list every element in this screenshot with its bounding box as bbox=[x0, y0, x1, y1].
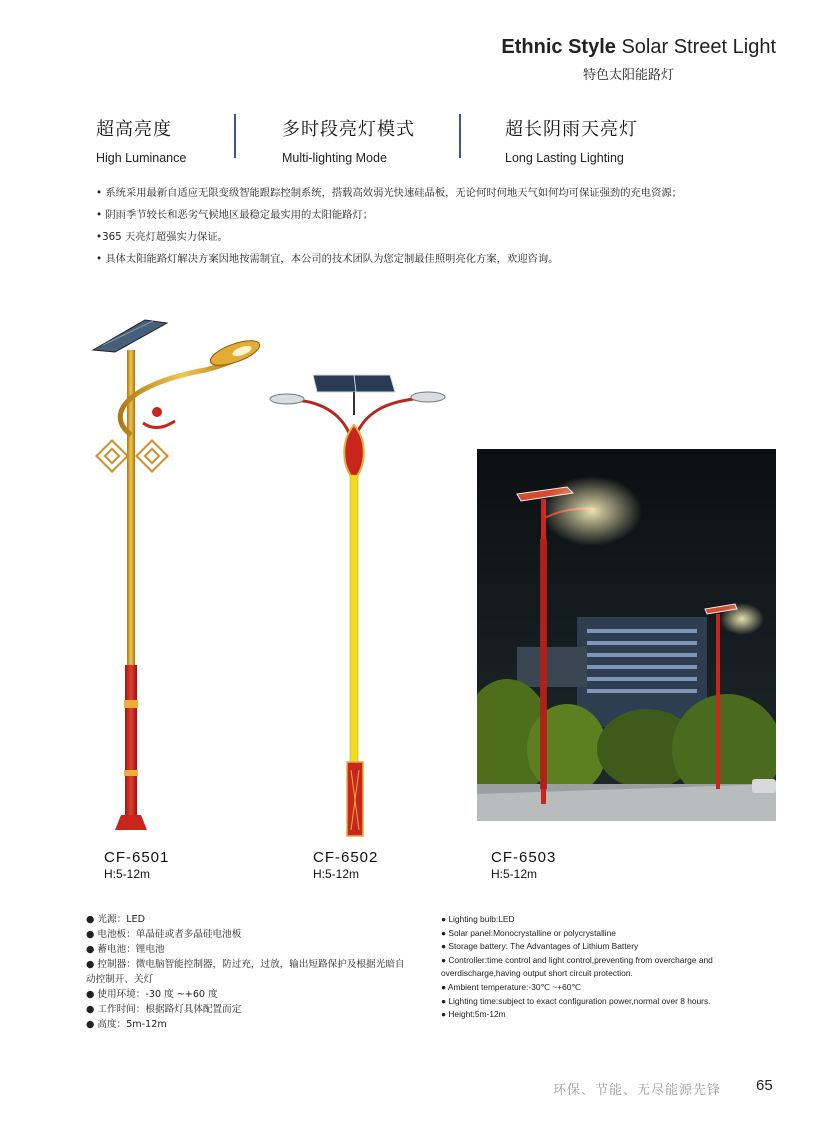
bullet-item: • 具体太阳能路灯解决方案因地按需制宜，本公司的技术团队为您定制最佳照明亮化方案，欢迎咨询。 bbox=[96, 253, 559, 265]
feature-divider bbox=[234, 114, 236, 158]
spec-item: ● 电池板：单晶硅或者多晶硅电池板 bbox=[86, 929, 242, 940]
product-model: CF-6502 bbox=[313, 849, 379, 866]
spec-item: ● 控制器：微电脑智能控制器，防过充，过放，输出短路保护及根据光暗自动控制开、关灯 bbox=[86, 959, 405, 985]
page-title bbox=[501, 36, 776, 59]
spec-item: ● Lighting time:subject to exact configuration power,normal over 8 hours. bbox=[441, 995, 711, 1006]
description-bullets bbox=[96, 182, 796, 270]
product-height: H:5-12m bbox=[313, 867, 360, 881]
spec-item: ● Controller:time control and light control,preventing from overcharge and overdischarge,having output short circuit protection. bbox=[441, 954, 713, 979]
footer-slogan: 环保、节能、无尽能源先锋 bbox=[553, 1083, 722, 1098]
page-number: 65 bbox=[756, 1077, 773, 1094]
product-model: CF-6501 bbox=[104, 849, 170, 866]
feature-en: Long Lasting Lighting bbox=[505, 151, 624, 165]
feature-high-luminance bbox=[96, 115, 186, 165]
spec-item: ● Ambient temperature:-30℃ ~+60℃ bbox=[441, 981, 581, 992]
spec-item: ● Height:5m-12m bbox=[441, 1009, 506, 1020]
feature-zh: 超高亮度 bbox=[96, 119, 172, 140]
specs-english bbox=[441, 913, 781, 1022]
product-caption-cf6502 bbox=[313, 849, 378, 881]
spec-item: ● 使用环境：-30 度 ~+60 度 bbox=[86, 989, 218, 1000]
product-caption-cf6503 bbox=[491, 849, 556, 881]
lamp-cf6501-image bbox=[85, 315, 270, 840]
feature-divider bbox=[459, 114, 461, 158]
feature-multi-lighting bbox=[282, 115, 415, 165]
bullet-item: •365 天亮灯超强实力保证。 bbox=[96, 231, 228, 243]
spec-item: ● Storage battery: The Advantages of Lithium Battery bbox=[441, 941, 639, 952]
specs-chinese bbox=[86, 912, 406, 1032]
lamp-cf6503-night-photo bbox=[477, 449, 776, 821]
bullet-item: • 阴雨季节较长和恶劣气候地区最稳定最实用的太阳能路灯； bbox=[96, 209, 374, 221]
spec-item: ● 光源：LED bbox=[86, 914, 145, 925]
product-height: H:5-12m bbox=[104, 867, 151, 881]
feature-zh: 超长阴雨天亮灯 bbox=[505, 119, 638, 140]
feature-zh: 多时段亮灯模式 bbox=[282, 119, 415, 140]
lamp-cf6502-image bbox=[265, 370, 450, 840]
feature-en: High Luminance bbox=[96, 151, 187, 165]
spec-item: ● Lighting bulb:LED bbox=[441, 914, 515, 924]
feature-long-lasting bbox=[505, 115, 638, 165]
product-model: CF-6503 bbox=[491, 849, 557, 866]
title-bold: Ethnic Style bbox=[501, 36, 616, 58]
title-rest: Solar Street Light bbox=[621, 36, 776, 58]
product-height: H:5-12m bbox=[491, 867, 538, 881]
spec-item: ● 工作时间：根据路灯具体配置而定 bbox=[86, 1004, 242, 1015]
bullet-item: • 系统采用最新自适应无限变级智能跟踪控制系统，搭载高效弱光快速硅晶板，无论何时何地天气如何均可保证强劲的充电资源； bbox=[96, 187, 682, 199]
page-subtitle: 特色太阳能路灯 bbox=[583, 68, 675, 83]
product-caption-cf6501 bbox=[104, 849, 169, 881]
spec-item: ● Solar panel:Monocrystalline or polycrystalline bbox=[441, 927, 616, 938]
spec-item: ● 高度：5m-12m bbox=[86, 1019, 167, 1030]
spec-item: ● 蓄电池：锂电池 bbox=[86, 944, 165, 955]
feature-en: Multi-lighting Mode bbox=[282, 151, 387, 165]
